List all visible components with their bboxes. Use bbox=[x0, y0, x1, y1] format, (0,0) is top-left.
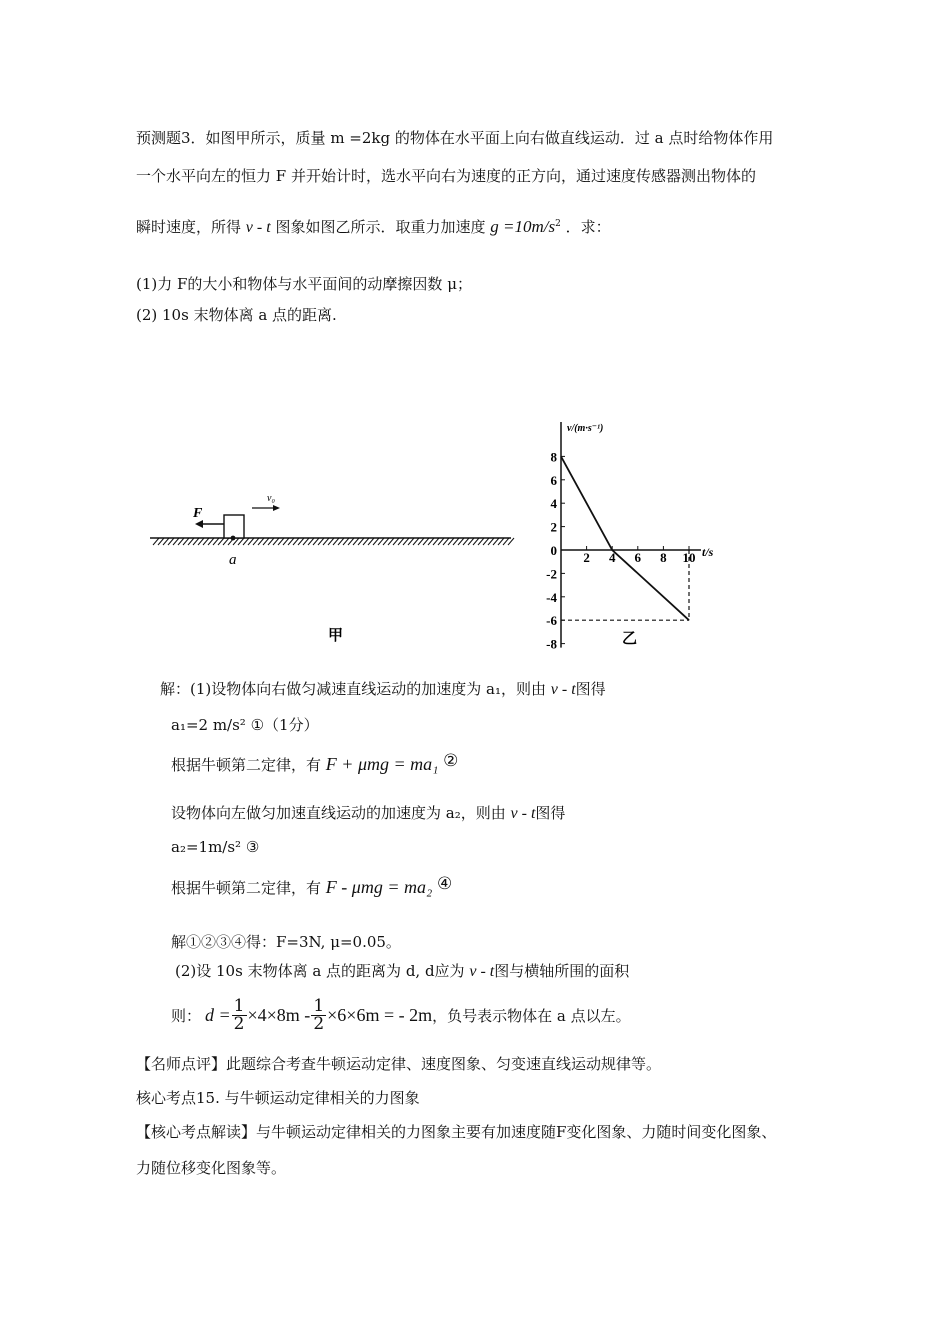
hatch-mark bbox=[338, 538, 344, 545]
hatch-mark bbox=[493, 538, 499, 545]
hatch-mark bbox=[463, 538, 469, 545]
hatch-mark bbox=[438, 538, 444, 545]
x-tick-label: 6 bbox=[634, 550, 642, 565]
fraction-2-num: 1 bbox=[313, 996, 325, 1016]
equation-4: F - μmg = ma₂ bbox=[325, 877, 433, 897]
vt-symbol-3: v - t bbox=[510, 805, 536, 822]
block bbox=[224, 515, 244, 538]
hatch-mark bbox=[483, 538, 489, 545]
y-tick-label: -6 bbox=[546, 613, 557, 629]
force-arrowhead bbox=[195, 520, 203, 528]
hatch-mark bbox=[373, 538, 379, 545]
hatch-mark bbox=[358, 538, 364, 545]
hatch-mark bbox=[213, 538, 219, 545]
hatch-mark bbox=[158, 538, 164, 545]
x-tick-label: 10 bbox=[682, 550, 696, 565]
y-tick-label: 8 bbox=[550, 449, 557, 465]
hatch-mark bbox=[303, 538, 309, 545]
hatch-mark bbox=[488, 538, 494, 545]
fraction-1-num: 1 bbox=[233, 996, 245, 1016]
problem-line-1: 预测题3．如图甲所示，质量 m =2kg 的物体在水平面上向右做直线运动．过 a 点时给物体作用 bbox=[136, 129, 774, 147]
hatch-mark bbox=[343, 538, 349, 545]
hatch-mark bbox=[173, 538, 179, 545]
velocity-arrowhead bbox=[273, 505, 280, 511]
hatch-mark bbox=[263, 538, 269, 545]
solution-6: 根据牛顿第二定律，有 bbox=[171, 879, 322, 897]
problem-line-3c: ．求： bbox=[565, 218, 611, 236]
hatch-mark bbox=[403, 538, 409, 545]
distance-eq-mid: ×4×8m - bbox=[247, 1005, 311, 1025]
hatch-mark bbox=[348, 538, 354, 545]
hatch-mark bbox=[308, 538, 314, 545]
solution-line-1 bbox=[160, 678, 606, 699]
distance-eq-end: ×6×6m = - 2m bbox=[327, 1005, 433, 1025]
gravity-equation: g =10m/s bbox=[490, 217, 556, 236]
figure-yi-caption: 乙 bbox=[622, 631, 638, 647]
x-tick-label: 2 bbox=[583, 550, 590, 565]
y-tick-label: -8 bbox=[546, 636, 557, 652]
hatch-mark bbox=[448, 538, 454, 545]
y-tick-label: -2 bbox=[546, 566, 557, 582]
solution-4b: 图得 bbox=[535, 804, 566, 822]
mark-2: ② bbox=[443, 751, 459, 771]
hatch-mark bbox=[283, 538, 289, 545]
solution-9a: 则： bbox=[171, 1007, 202, 1025]
question-2: (2) 10s 末物体离 a 点的距离. bbox=[136, 306, 337, 324]
y-axis-label: v/(m·s⁻¹) bbox=[567, 423, 604, 434]
fraction-1-den: 2 bbox=[233, 1014, 245, 1034]
vt-symbol-2: v - t bbox=[550, 681, 576, 698]
solution-3: 根据牛顿第二定律，有 bbox=[171, 756, 322, 774]
x-tick-label: 4 bbox=[608, 550, 616, 565]
hatch-mark bbox=[363, 538, 369, 545]
hatch-mark bbox=[428, 538, 434, 545]
hatch-mark bbox=[408, 538, 414, 545]
problem-line-3b: 图象如图乙所示．取重力加速度 bbox=[275, 218, 486, 236]
gravity-exponent: 2 bbox=[555, 219, 561, 229]
solution-line-2: a₁=2 m/s² ①（1分） bbox=[171, 716, 319, 734]
hatch-mark bbox=[323, 538, 329, 545]
hatch-mark bbox=[393, 538, 399, 545]
hatch-mark bbox=[313, 538, 319, 545]
hatch-mark bbox=[423, 538, 429, 545]
velocity-line bbox=[561, 456, 689, 620]
question-1: (1)力 F的大小和物体与水平面间的动摩擦因数 μ； bbox=[136, 275, 472, 293]
figure-yi-chart bbox=[525, 410, 740, 655]
solution-9b: ，负号表示物体在 a 点以左。 bbox=[432, 1007, 631, 1025]
hatch-mark bbox=[168, 538, 174, 545]
hatch-mark bbox=[153, 538, 159, 545]
hatch-mark bbox=[508, 538, 514, 545]
solution-8a: (2)设 10s 末物体离 a 点的距离为 d, d应为 bbox=[175, 962, 465, 980]
fraction-1 bbox=[232, 998, 247, 1033]
hatch-mark bbox=[203, 538, 209, 545]
hatch-mark bbox=[178, 538, 184, 545]
hatch-mark bbox=[278, 538, 284, 545]
hatch-mark bbox=[353, 538, 359, 545]
hatch-mark bbox=[418, 538, 424, 545]
hatch-mark bbox=[288, 538, 294, 545]
hatch-mark bbox=[258, 538, 264, 545]
hatch-mark bbox=[298, 538, 304, 545]
hatch-mark bbox=[243, 538, 249, 545]
hatch-mark bbox=[383, 538, 389, 545]
hatch-mark bbox=[208, 538, 214, 545]
hatch-mark bbox=[378, 538, 384, 545]
hatch-mark bbox=[238, 538, 244, 545]
vt-symbol: v - t bbox=[245, 219, 271, 236]
hatch-mark bbox=[253, 538, 259, 545]
solution-line-4 bbox=[171, 802, 565, 823]
hatch-mark bbox=[398, 538, 404, 545]
ground-hatching bbox=[153, 538, 514, 545]
mark-4: ④ bbox=[437, 874, 453, 894]
solution-line-6 bbox=[171, 874, 452, 898]
problem-line-3 bbox=[136, 216, 611, 237]
figure-jia-caption: 甲 bbox=[328, 628, 344, 644]
solution-line-3 bbox=[171, 751, 458, 775]
hatch-mark bbox=[183, 538, 189, 545]
hatch-mark bbox=[458, 538, 464, 545]
solution-1b: 图得 bbox=[575, 680, 606, 698]
teacher-review: 【名师点评】此题综合考查牛顿运动定律、速度图象、匀变速直线运动规律等。 bbox=[136, 1055, 662, 1073]
hatch-mark bbox=[468, 538, 474, 545]
solution-line-9 bbox=[171, 998, 631, 1033]
solution-1a: 解：(1)设物体向右做匀减速直线运动的加速度为 a₁，则由 bbox=[160, 680, 546, 698]
figure-jia bbox=[145, 480, 525, 650]
hatch-mark bbox=[198, 538, 204, 545]
chart-layer bbox=[546, 422, 701, 652]
core-point-title: 核心考点15. 与牛顿运动定律相关的力图象 bbox=[136, 1089, 420, 1107]
problem-line-3a: 瞬时速度，所得 bbox=[136, 218, 242, 236]
hatch-mark bbox=[473, 538, 479, 545]
y-tick-label: -4 bbox=[546, 589, 557, 605]
solution-8b: 图与横轴所围的面积 bbox=[494, 962, 630, 980]
hatch-mark bbox=[188, 538, 194, 545]
distance-eq-lhs: d = bbox=[205, 1005, 231, 1025]
fraction-2-den: 2 bbox=[313, 1014, 325, 1034]
hatch-mark bbox=[223, 538, 229, 545]
y-tick-label: 2 bbox=[550, 519, 557, 535]
hatch-mark bbox=[478, 538, 484, 545]
core-read-line-2: 力随位移变化图象等。 bbox=[136, 1159, 287, 1177]
solution-line-5: a₂=1m/s² ③ bbox=[171, 838, 260, 856]
x-axis-label: t/s bbox=[702, 545, 714, 559]
x-tick-label: 8 bbox=[660, 550, 667, 565]
hatch-mark bbox=[293, 538, 299, 545]
hatch-mark bbox=[498, 538, 504, 545]
hatch-mark bbox=[318, 538, 324, 545]
solution-4a: 设物体向左做匀加速直线运动的加速度为 a₂，则由 bbox=[171, 804, 506, 822]
point-a-dot bbox=[231, 536, 236, 541]
point-a-label: a bbox=[229, 552, 237, 568]
solution-line-8 bbox=[175, 960, 629, 981]
x-tick-label: 0 bbox=[550, 543, 557, 558]
vt-symbol-4: v - t bbox=[469, 963, 495, 980]
equation-2: F + μmg = ma₁ bbox=[325, 754, 439, 774]
hatch-mark bbox=[193, 538, 199, 545]
hatch-mark bbox=[328, 538, 334, 545]
hatch-mark bbox=[503, 538, 509, 545]
hatch-mark bbox=[268, 538, 274, 545]
hatch-mark bbox=[273, 538, 279, 545]
y-tick-label: 4 bbox=[550, 496, 557, 512]
hatch-mark bbox=[163, 538, 169, 545]
fraction-2 bbox=[311, 998, 326, 1033]
y-tick-label: 6 bbox=[550, 472, 557, 488]
hatch-mark bbox=[433, 538, 439, 545]
hatch-mark bbox=[453, 538, 459, 545]
hatch-mark bbox=[218, 538, 224, 545]
hatch-mark bbox=[248, 538, 254, 545]
solution-line-7: 解①②③④得：F=3N, μ=0.05。 bbox=[171, 933, 401, 951]
core-read-line-1: 【核心考点解读】与牛顿运动定律相关的力图象主要有加速度随F变化图象、力随时间变化图象、 bbox=[136, 1123, 777, 1141]
hatch-mark bbox=[388, 538, 394, 545]
hatch-mark bbox=[333, 538, 339, 545]
problem-line-2: 一个水平向左的恒力 F 并开始计时，选水平向右为速度的正方向，通过速度传感器测出物体的 bbox=[136, 167, 756, 185]
velocity-label: v₀ bbox=[267, 493, 275, 504]
hatch-mark bbox=[368, 538, 374, 545]
force-label: F bbox=[193, 506, 203, 521]
hatch-mark bbox=[413, 538, 419, 545]
hatch-mark bbox=[443, 538, 449, 545]
